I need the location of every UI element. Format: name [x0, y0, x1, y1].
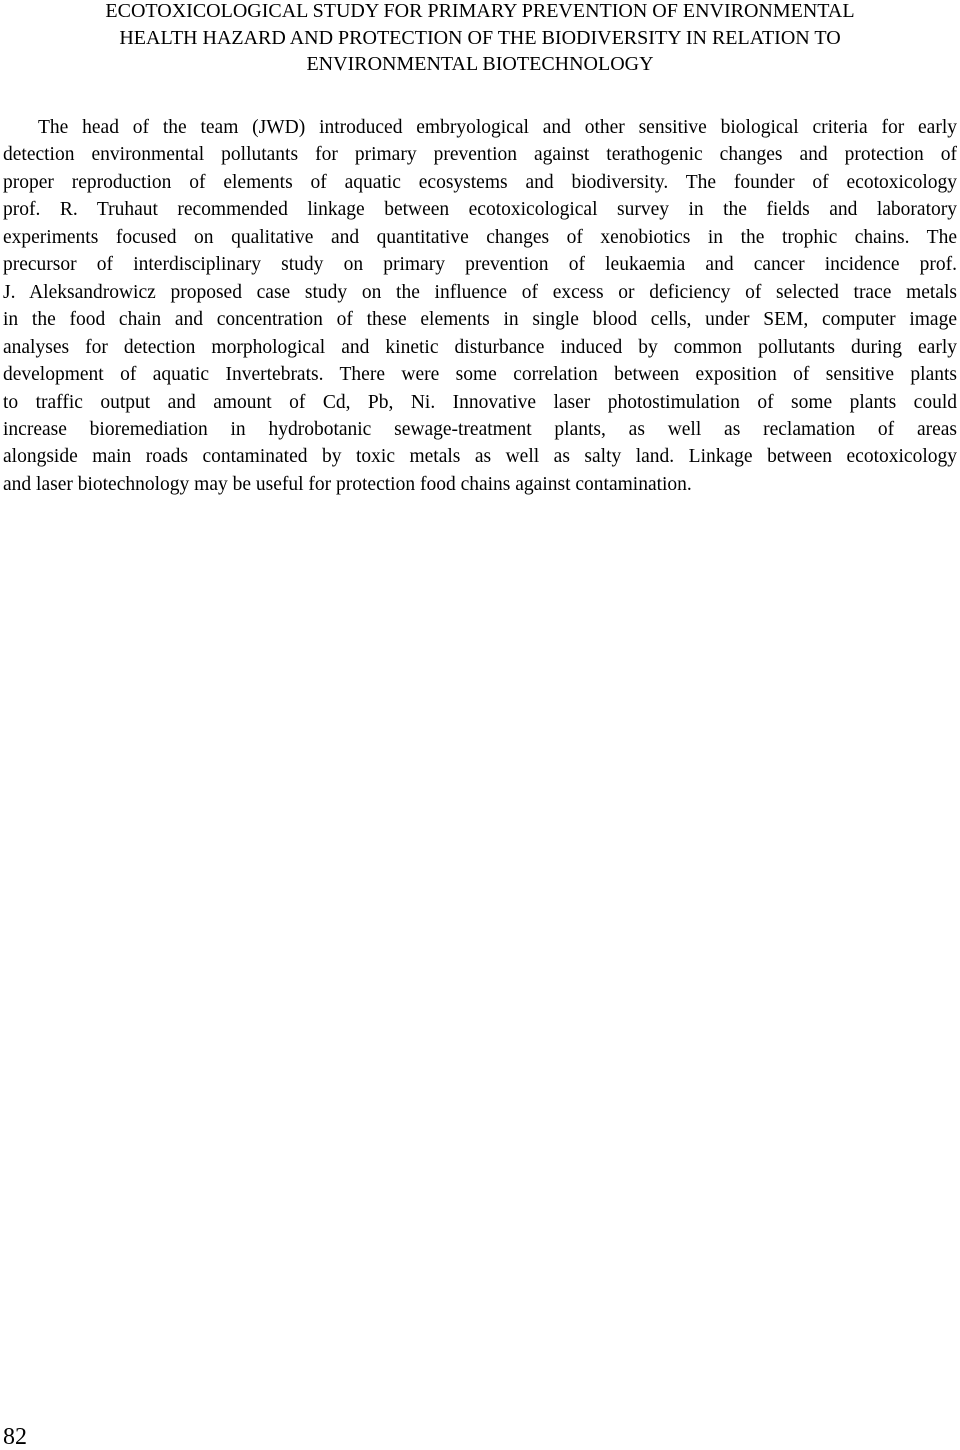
abstract-paragraph	[3, 114, 957, 498]
title-line: ENVIRONMENTAL BIOTECHNOLOGY	[306, 53, 654, 76]
paragraph-line: proper reproduction of elements of aquatic ecosystems and biodiversity. The founder of ecotoxicology	[3, 171, 957, 193]
paragraph-line: prof. R. Truhaut recommended linkage between ecotoxicological survey in the fields and laboratory	[3, 199, 957, 221]
paragraph-line: The head of the team (JWD) introduced embryological and other sensitive biological criteria for early	[38, 117, 957, 138]
paragraph-line: analyses for detection morphological and kinetic disturbance induced by common pollutants during early	[3, 336, 957, 358]
paragraph-line: development of aquatic Invertebrats. There were some correlation between exposition of sensitive plants	[3, 364, 957, 386]
title-line: ECOTOXICOLOGICAL STUDY FOR PRIMARY PREVENTION OF ENVIRONMENTAL	[105, 0, 855, 22]
paragraph-line: J. Aleksandrowicz proposed case study on the influence of excess or deficiency of selected trace metals	[3, 281, 957, 303]
paragraph-line: in the food chain and concentration of these elements in single blood cells, under SEM, computer image	[3, 309, 957, 331]
title-line: HEALTH HAZARD AND PROTECTION OF THE BIODIVERSITY IN RELATION TO	[119, 26, 841, 49]
paragraph-line: alongside main roads contaminated by toxic metals as well as salty land. Linkage between ecotoxicology	[3, 446, 957, 468]
paragraph-line: precursor of interdisciplinary study on primary prevention of leukaemia and cancer incidence prof.	[3, 254, 957, 276]
page-number: 82	[3, 1424, 27, 1450]
paragraph-line: and laser biotechnology may be useful for protection food chains against contamination.	[3, 473, 692, 495]
document-title	[0, 0, 960, 78]
paragraph-line: to traffic output and amount of Cd, Pb, Ni. Innovative laser photostimulation of some plants could	[3, 391, 957, 413]
paragraph-line: increase bioremediation in hydrobotanic sewage-treatment plants, as well as reclamation of areas	[3, 418, 957, 440]
paragraph-line: detection environmental pollutants for primary prevention against terathogenic changes and protection of	[3, 144, 957, 166]
paragraph-line: experiments focused on qualitative and quantitative changes of xenobiotics in the trophic chains. The	[3, 226, 957, 248]
